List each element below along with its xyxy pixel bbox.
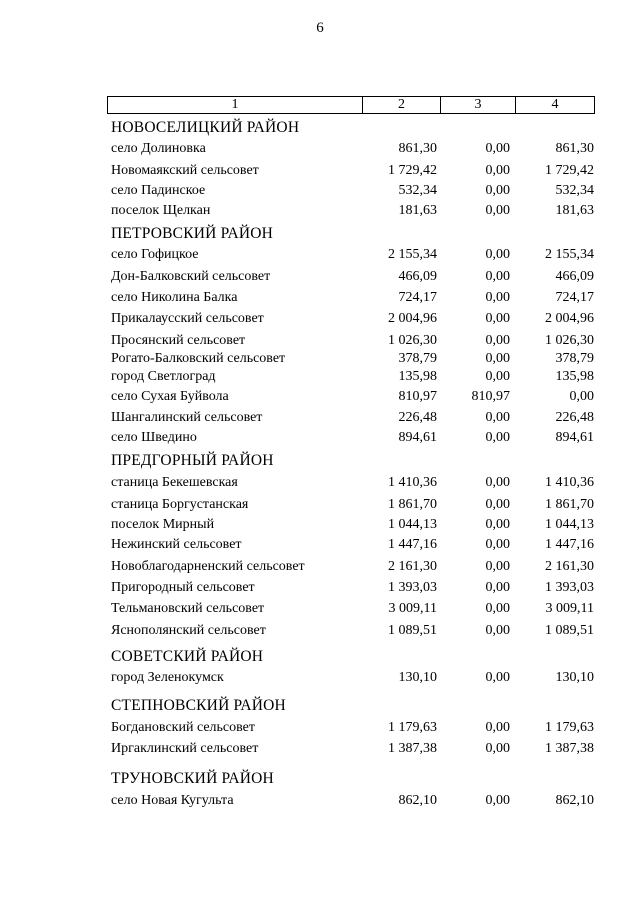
row-name: Богдановский сельсовет [111, 720, 255, 735]
row-value-col-3: 0,00 [485, 203, 510, 218]
row-value-col-2: 861,30 [398, 141, 437, 156]
row-name: Дон-Балковский сельсовет [111, 269, 271, 284]
row-value-col-4: 1 179,63 [545, 720, 594, 735]
table-row [0, 163, 640, 181]
row-value-col-4: 532,34 [555, 183, 594, 198]
row-value-col-2: 2 155,34 [388, 247, 437, 262]
row-name: город Светлоград [111, 369, 216, 384]
row-name: Пригородный сельсовет [111, 580, 255, 595]
table-row [0, 389, 640, 407]
row-value-col-3: 0,00 [485, 537, 510, 552]
row-value-col-3: 0,00 [485, 247, 510, 262]
row-value-col-3: 0,00 [485, 580, 510, 595]
row-value-col-4: 2 161,30 [545, 559, 594, 574]
table-row [0, 670, 640, 688]
row-value-col-2: 1 026,30 [388, 333, 437, 348]
row-name: Яснополянский сельсовет [111, 623, 266, 638]
row-value-col-2: 1 179,63 [388, 720, 437, 735]
row-name: село Николина Балка [111, 290, 238, 305]
row-value-col-3: 0,00 [485, 475, 510, 490]
row-value-col-2: 3 009,11 [388, 601, 437, 616]
table-row [0, 183, 640, 201]
row-value-col-4: 1 387,38 [545, 741, 594, 756]
row-name: село Падинское [111, 183, 206, 198]
table-row [0, 430, 640, 448]
table-row [0, 537, 640, 555]
row-value-col-2: 862,10 [398, 793, 437, 808]
table-row [0, 311, 640, 329]
row-value-col-3: 0,00 [485, 670, 510, 685]
row-value-col-4: 1 044,13 [545, 517, 594, 532]
row-value-col-4: 1 447,16 [545, 537, 594, 552]
row-value-col-3: 0,00 [485, 623, 510, 638]
table-row [0, 601, 640, 619]
table-row [0, 580, 640, 598]
table-row [0, 720, 640, 738]
row-value-col-4: 894,61 [555, 430, 594, 445]
row-value-col-2: 532,34 [398, 183, 437, 198]
row-value-col-2: 724,17 [398, 290, 437, 305]
header-col-4: 4 [551, 97, 559, 112]
row-name: станица Боргустанская [111, 497, 249, 512]
row-name: село Сухая Буйвола [111, 389, 229, 404]
row-value-col-2: 466,09 [398, 269, 437, 284]
row-name: поселок Мирный [111, 517, 215, 532]
row-name: село Долиновка [111, 141, 206, 156]
row-value-col-2: 135,98 [398, 369, 437, 384]
table-row [0, 369, 640, 387]
table-row [0, 559, 640, 577]
row-value-col-4: 130,10 [555, 670, 594, 685]
row-value-col-3: 0,00 [485, 311, 510, 326]
row-value-col-4: 861,30 [555, 141, 594, 156]
row-value-col-2: 1 729,42 [388, 163, 437, 178]
row-value-col-3: 0,00 [485, 269, 510, 284]
row-name: село Шведино [111, 430, 197, 445]
row-value-col-4: 1 393,03 [545, 580, 594, 595]
row-name: Рогато-Балковский сельсовет [111, 351, 286, 366]
row-value-col-2: 2 004,96 [388, 311, 437, 326]
row-value-col-4: 724,17 [555, 290, 594, 305]
row-value-col-4: 2 004,96 [545, 311, 594, 326]
row-name: город Зеленокумск [111, 670, 224, 685]
table-row [0, 497, 640, 515]
table-row [0, 793, 640, 811]
row-value-col-4: 1 089,51 [545, 623, 594, 638]
row-value-col-2: 130,10 [398, 670, 437, 685]
table-row [0, 741, 640, 759]
row-value-col-3: 0,00 [485, 559, 510, 574]
row-value-col-4: 226,48 [555, 410, 594, 425]
row-value-col-4: 1 026,30 [545, 333, 594, 348]
row-value-col-3: 0,00 [485, 290, 510, 305]
row-value-col-2: 1 447,16 [388, 537, 437, 552]
row-name: Шангалинский сельсовет [111, 410, 263, 425]
row-value-col-2: 1 387,38 [388, 741, 437, 756]
section-title: ТРУНОВСКИЙ РАЙОН [111, 770, 274, 787]
row-name: Иргаклинский сельсовет [111, 741, 259, 756]
row-name: поселок Щелкан [111, 203, 211, 218]
section-title: СТЕПНОВСКИЙ РАЙОН [111, 697, 286, 714]
row-value-col-4: 862,10 [555, 793, 594, 808]
row-name: Новоблагодарненский сельсовет [111, 559, 305, 574]
row-value-col-2: 1 861,70 [388, 497, 437, 512]
row-value-col-3: 0,00 [485, 163, 510, 178]
row-value-col-3: 0,00 [485, 741, 510, 756]
section-title: СОВЕТСКИЙ РАЙОН [111, 648, 264, 665]
row-value-col-3: 810,97 [471, 389, 510, 404]
row-name: станица Бекешевская [111, 475, 238, 490]
row-value-col-3: 0,00 [485, 333, 510, 348]
row-value-col-3: 0,00 [485, 497, 510, 512]
row-value-col-3: 0,00 [485, 369, 510, 384]
header-col-1: 1 [108, 97, 363, 113]
row-value-col-4: 1 410,36 [545, 475, 594, 490]
row-value-col-4: 3 009,11 [545, 601, 594, 616]
page-number: 6 [316, 20, 324, 36]
row-value-col-2: 810,97 [398, 389, 437, 404]
row-name: Новомаякский сельсовет [111, 163, 259, 178]
row-value-col-4: 466,09 [555, 269, 594, 284]
row-value-col-2: 378,79 [398, 351, 437, 366]
table-row [0, 290, 640, 308]
row-value-col-3: 0,00 [485, 410, 510, 425]
table-row [0, 141, 640, 159]
row-value-col-3: 0,00 [485, 517, 510, 532]
table-row [0, 517, 640, 535]
row-value-col-4: 378,79 [555, 351, 594, 366]
section-title: ПРЕДГОРНЫЙ РАЙОН [111, 452, 274, 469]
row-value-col-2: 1 044,13 [388, 517, 437, 532]
section-title: НОВОСЕЛИЦКИЙ РАЙОН [111, 119, 300, 136]
table-header [107, 96, 595, 114]
row-value-col-3: 0,00 [485, 601, 510, 616]
table-row [0, 247, 640, 265]
row-value-col-4: 2 155,34 [545, 247, 594, 262]
row-value-col-3: 0,00 [485, 351, 510, 366]
row-name: Просянский сельсовет [111, 333, 246, 348]
row-value-col-2: 2 161,30 [388, 559, 437, 574]
row-value-col-4: 0,00 [569, 389, 594, 404]
row-value-col-3: 0,00 [485, 183, 510, 198]
header-col-3: 3 [441, 97, 516, 113]
row-value-col-3: 0,00 [485, 141, 510, 156]
table-row [0, 475, 640, 493]
row-name: Нежинский сельсовет [111, 537, 242, 552]
row-value-col-4: 181,63 [555, 203, 594, 218]
row-name: село Гофицкое [111, 247, 199, 262]
table-row [0, 333, 640, 351]
table-row [0, 623, 640, 641]
row-value-col-3: 0,00 [485, 793, 510, 808]
header-col-2: 2 [363, 97, 441, 113]
row-value-col-4: 135,98 [555, 369, 594, 384]
table-row [0, 269, 640, 287]
row-name: село Новая Кугульта [111, 793, 234, 808]
row-value-col-2: 894,61 [398, 430, 437, 445]
row-value-col-2: 226,48 [398, 410, 437, 425]
row-name: Прикалаусский сельсовет [111, 311, 264, 326]
row-value-col-2: 1 393,03 [388, 580, 437, 595]
row-value-col-2: 1 089,51 [388, 623, 437, 638]
row-name: Тельмановский сельсовет [111, 601, 265, 616]
table-row [0, 410, 640, 428]
row-value-col-2: 181,63 [398, 203, 437, 218]
row-value-col-2: 1 410,36 [388, 475, 437, 490]
row-value-col-3: 0,00 [485, 430, 510, 445]
table-row [0, 203, 640, 221]
row-value-col-4: 1 729,42 [545, 163, 594, 178]
table-row [0, 351, 640, 369]
section-title: ПЕТРОВСКИЙ РАЙОН [111, 225, 274, 242]
row-value-col-3: 0,00 [485, 720, 510, 735]
row-value-col-4: 1 861,70 [545, 497, 594, 512]
